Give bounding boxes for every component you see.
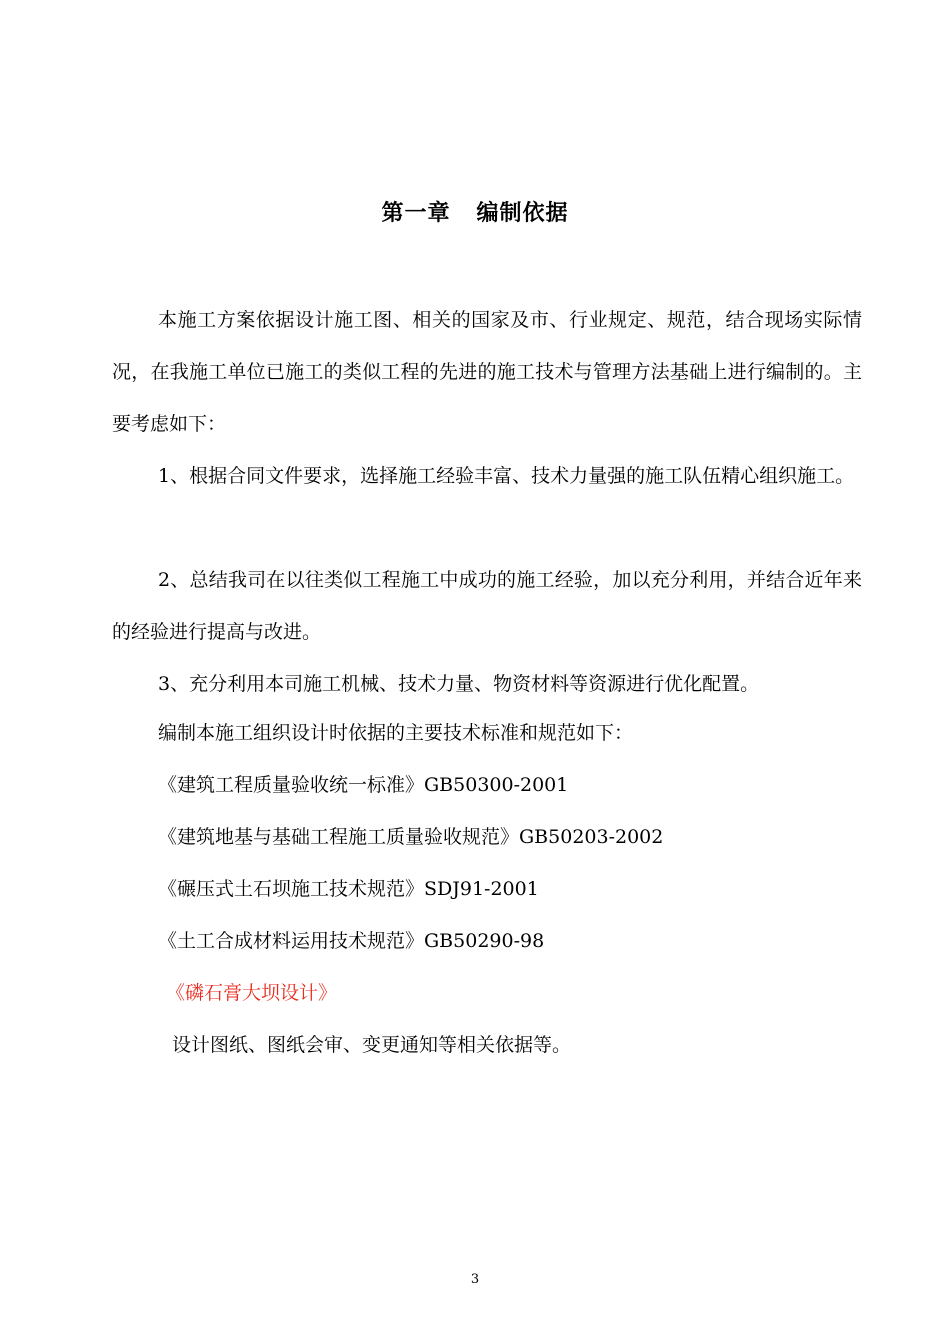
page-number: 3 — [470, 1272, 480, 1287]
standard-item-2: 《建筑地基与基础工程施工质量验收规范》GB50203-2002 — [158, 826, 664, 848]
standard-item-4: 《土工合成材料运用技术规范》GB50290-98 — [158, 930, 545, 952]
intro-paragraph: 本施工方案依据设计施工图、相关的国家及市、行业规定、规范，结合现场实际情况，在我施工单位已施工的类似工程的先进的施工技术与管理方法基础上进行编制的。主要考虑如下： — [112, 309, 862, 435]
chapter-title: 第一章 编制依据 — [381, 201, 569, 226]
standard-item-1: 《建筑工程质量验收统一标准》GB50300-2001 — [158, 774, 569, 796]
point-3: 3、充分利用本司施工机械、技术力量、物资材料等资源进行优化配置。 — [158, 673, 760, 695]
highlighted-standard: 《磷石膏大坝设计》 — [166, 982, 338, 1004]
standards-intro: 编制本施工组织设计时依据的主要技术标准和规范如下： — [158, 722, 634, 744]
closing-line: 设计图纸、图纸会审、变更通知等相关依据等。 — [172, 1034, 572, 1056]
point-2: 2、总结我司在以往类似工程施工中成功的施工经验，加以充分利用，并结合近年来的经验进行提高与改进。 — [112, 569, 862, 643]
point-1: 1、根据合同文件要求，选择施工经验丰富、技术力量强的施工队伍精心组织施工。 — [158, 465, 855, 487]
standard-item-3: 《碾压式土石坝施工技术规范》SDJ91-2001 — [158, 878, 539, 900]
